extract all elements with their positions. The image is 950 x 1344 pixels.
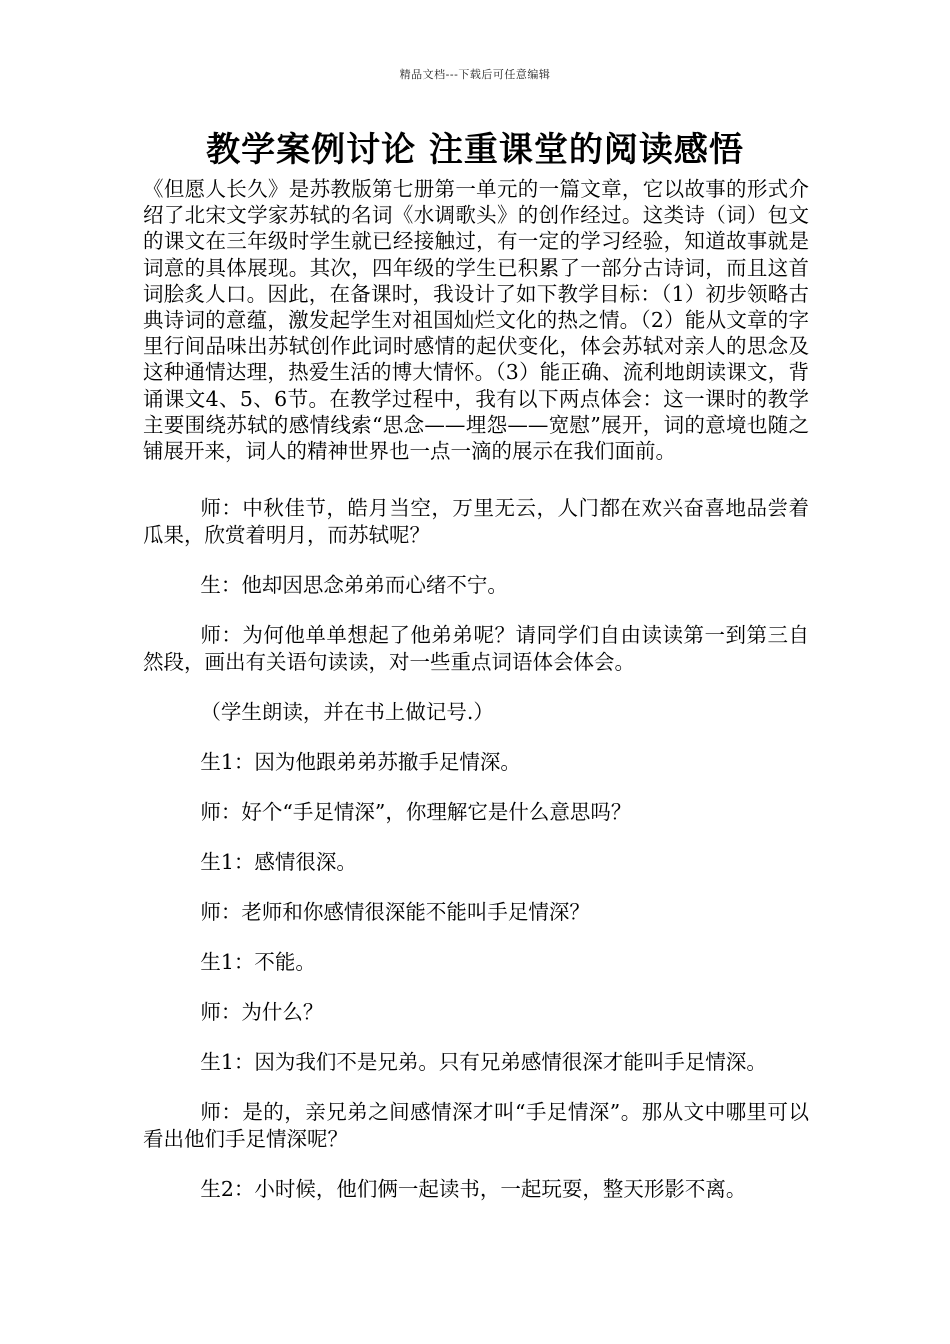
dialogue-line: 生1：感情很深。	[200, 850, 357, 874]
dialogue-line: 师：是的，亲兄弟之间感情深才叫“手足情深”。那从文中哪里可以看出他们手足情深呢？	[143, 1100, 809, 1151]
header-note: 精品文档---下载后可任意编辑	[399, 68, 551, 81]
dialogue-line: （学生朗读，并在书上做记号.）	[200, 700, 494, 724]
dialogue-line: 师：为何他单单想起了他弟弟呢？请同学们自由读读第一到第三自然段，画出有关语句读读，对一些重点词语体会体会。	[143, 623, 809, 674]
dialogue-section	[143, 495, 809, 1226]
intro-paragraph: 《但愿人长久》是苏教版第七册第一单元的一篇文章，它以故事的形式介绍了北宋文学家苏轼的名词《水调歌头》的创作经过。这类诗（词）包文的课文在三年级时学生就已经接触过，有一定的学习经验，知道故事就是词意的具体展现。其次，四年级的学生已积累了一部分古诗词，而且这首词脍炙人口。因此，在备课时，我设计了如下教学目标：（1）初步领略古典诗词的意蕴，激发起学生对祖国灿烂文化的热之情。（2）能从文章的字里行间品味出苏轼创作此词时感情的起伏变化，体会苏轼对亲人的思念及这种通情达理，热爱生活的博大情怀。（3）能正确、流利地朗读课文，背诵课文4、5、6节。在教学过程中，我有以下两点体会：这一课时的教学主要围绕苏轼的感情线索“思念——埋怨——宽慰”展开，词的意境也随之铺展开来，词人的精神世界也一点一滴的展示在我们面前。	[143, 177, 809, 464]
dialogue-line: 师：为什么？	[200, 1000, 324, 1024]
dialogue-line: 生2：小时候，他们俩一起读书，一起玩耍，整天形影不离。	[200, 1177, 747, 1201]
dialogue-line: 生1：不能。	[200, 950, 316, 974]
dialogue-line: 生1：因为我们不是兄弟。只有兄弟感情很深才能叫手足情深。	[200, 1050, 767, 1074]
dialogue-line: 生1：因为他跟弟弟苏撤手足情深。	[200, 750, 521, 774]
dialogue-line: 师：好个“手足情深”，你理解它是什么意思吗？	[200, 800, 632, 824]
dialogue-line: 师：中秋佳节，皓月当空，万里无云，人门都在欢兴奋喜地品尝着瓜果，欣赏着明月，而苏轼呢？	[143, 496, 809, 547]
dialogue-line: 生：他却因思念弟弟而心绪不宁。	[200, 573, 508, 597]
dialogue-line: 师：老师和你感情很深能不能叫手足情深？	[200, 900, 590, 924]
page-title: 教学案例讨论 注重课堂的阅读感悟	[206, 130, 744, 170]
